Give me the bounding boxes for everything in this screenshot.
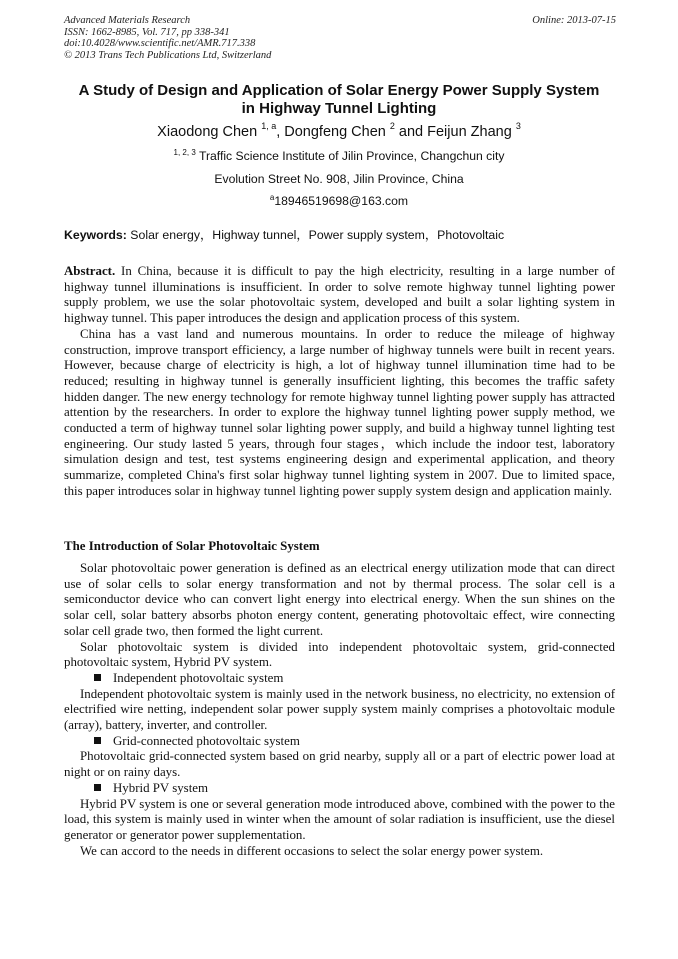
email-line [40,194,638,209]
email-sup: a [269,193,275,202]
bullet-square-icon [94,737,101,744]
author-list [40,123,638,141]
running-header [64,15,616,61]
affiliation-sup: 1, 2, 3 [173,148,196,157]
section-body [64,561,615,859]
section-paragraph-6: We can accord to the needs in different occasions to select the solar energy power system. [80,843,544,858]
bullet-text-3: Hybrid PV system [113,780,209,795]
author-3: Feijun Zhang [427,124,512,140]
abstract-block [64,264,615,500]
author-1: Xiaodong Chen [157,124,258,140]
author-2-sup: 2 [389,121,395,131]
abstract-text: In China, because it is difficult to pay the high electricity, resulting in a large number of highway tunnel illuminations is insufficient. In order to solve remote highway tunnel lighting power supply problem, we use the solar photovoltaic system, developed and built a solar lighting system in highway tunnel. This paper introduces the design and application process of this system. [64,264,615,326]
author-2: Dongfeng Chen [284,124,386,140]
section-paragraph-3: Independent photovoltaic system is mainly used in the network business, no electricity, no extension of electrified wire netting, independent solar power supply system mainly comprises a photovoltaic module (array), battery, inverter, and controller. [64,686,615,733]
keywords [64,228,624,243]
keywords-label: Keywords: [64,228,127,242]
journal-name: Advanced Materials Research [64,15,191,26]
title-line-2: in Highway Tunnel Lighting [241,100,437,117]
doi-line: doi:10.4028/www.scientific.net/AMR.717.338 [64,38,256,50]
title-line-1: A Study of Design and Application of Solar Energy Power Supply System [78,82,600,99]
copyright-line: © 2013 Trans Tech Publications Ltd, Switzerland [64,49,272,61]
bullet-item-3 [64,781,615,797]
paper-title [40,82,638,118]
author-sep-2: and [394,124,428,140]
abstract-paragraph [64,264,615,327]
section-paragraph-4: Photovoltaic grid-connected system based on grid nearby, supply all or a part of electric power load at night or on rainy days. [64,749,615,780]
intro-paragraph: China has a vast land and numerous mountains. In order to reduce the mileage of highway construction, improve transport efficiency, a large number of highway tunnels were built in recent years. However, because charge of electricity is high, a lot of highway tunnel illumination time had to be reduced; resulting in highway tunnel is generally insufficient lighting, this becomes the traffic safety hidden danger. The new energy technology for remote highway tunnel lighting power supply has attracted attention by the researchers. In order to explore the highway tunnel lighting power supply method, we conducted a term of highway tunnel solar lighting power supply, and build a highway tunnel lighting test engineering. Our study lasted 5 years, through four stages，which include the indoor test, laboratory simulation design and test, test systems engineering design and experimental application, and theory summarize, completed China's first solar highway tunnel lighting system in 2007. Due to limited space, this paper introduces solar in highway tunnel lighting power supply system design and application mainly. [64,326,615,498]
section-heading: The Introduction of Solar Photovoltaic System [64,539,320,553]
section-paragraph-2: Solar photovoltaic system is divided into independent photovoltaic system, grid-connected photovoltaic system, Hybrid PV system. [64,639,615,670]
affiliation-line-2: Evolution Street No. 908, Jilin Province, China [214,172,464,186]
bullet-square-icon [94,784,101,791]
author-sep-1: , [276,124,285,140]
section-paragraph-1: Solar photovoltaic power generation is defined as an electrical energy utilization mode that can direct use of solar cells to solar energy transformation and not by thermal process. The solar cell is a semiconductor device who can convert light energy into electrical energy. When the sun shines on the solar cell, solar battery absorbs photon energy content, generating photovoltaic effect, wire connecting solar cell grade two, then formed the light current. [64,561,615,638]
bullet-text-1: Independent photovoltaic system [113,670,284,685]
issn-line: ISSN: 1662-8985, Vol. 717, pp 338-341 [64,26,230,38]
bullet-square-icon [94,674,101,681]
author-1-sup: 1, a [261,121,277,131]
bullet-item-2 [64,734,615,750]
affiliation-line-1 [40,149,638,164]
section-paragraph-5: Hybrid PV system is one or several generation mode introduced above, combined with the power to the load, this system is mainly used in winter when the amount of solar radiation is insufficient, use the diesel generator or generator power supplementation. [64,796,615,842]
keywords-text: Solar energy，Highway tunnel，Power supply system，Photovoltaic [126,228,505,242]
abstract-label: Abstract. [64,264,116,278]
author-3-sup: 3 [515,121,521,131]
affiliation-text: Traffic Science Institute of Jilin Province, Changchun city [198,149,505,163]
bullet-item-1 [64,671,615,687]
bullet-text-2: Grid-connected photovoltaic system [113,733,300,748]
online-date: Online: 2013-07-15 [532,15,616,26]
email-address: 18946519698@163.com [274,194,409,208]
